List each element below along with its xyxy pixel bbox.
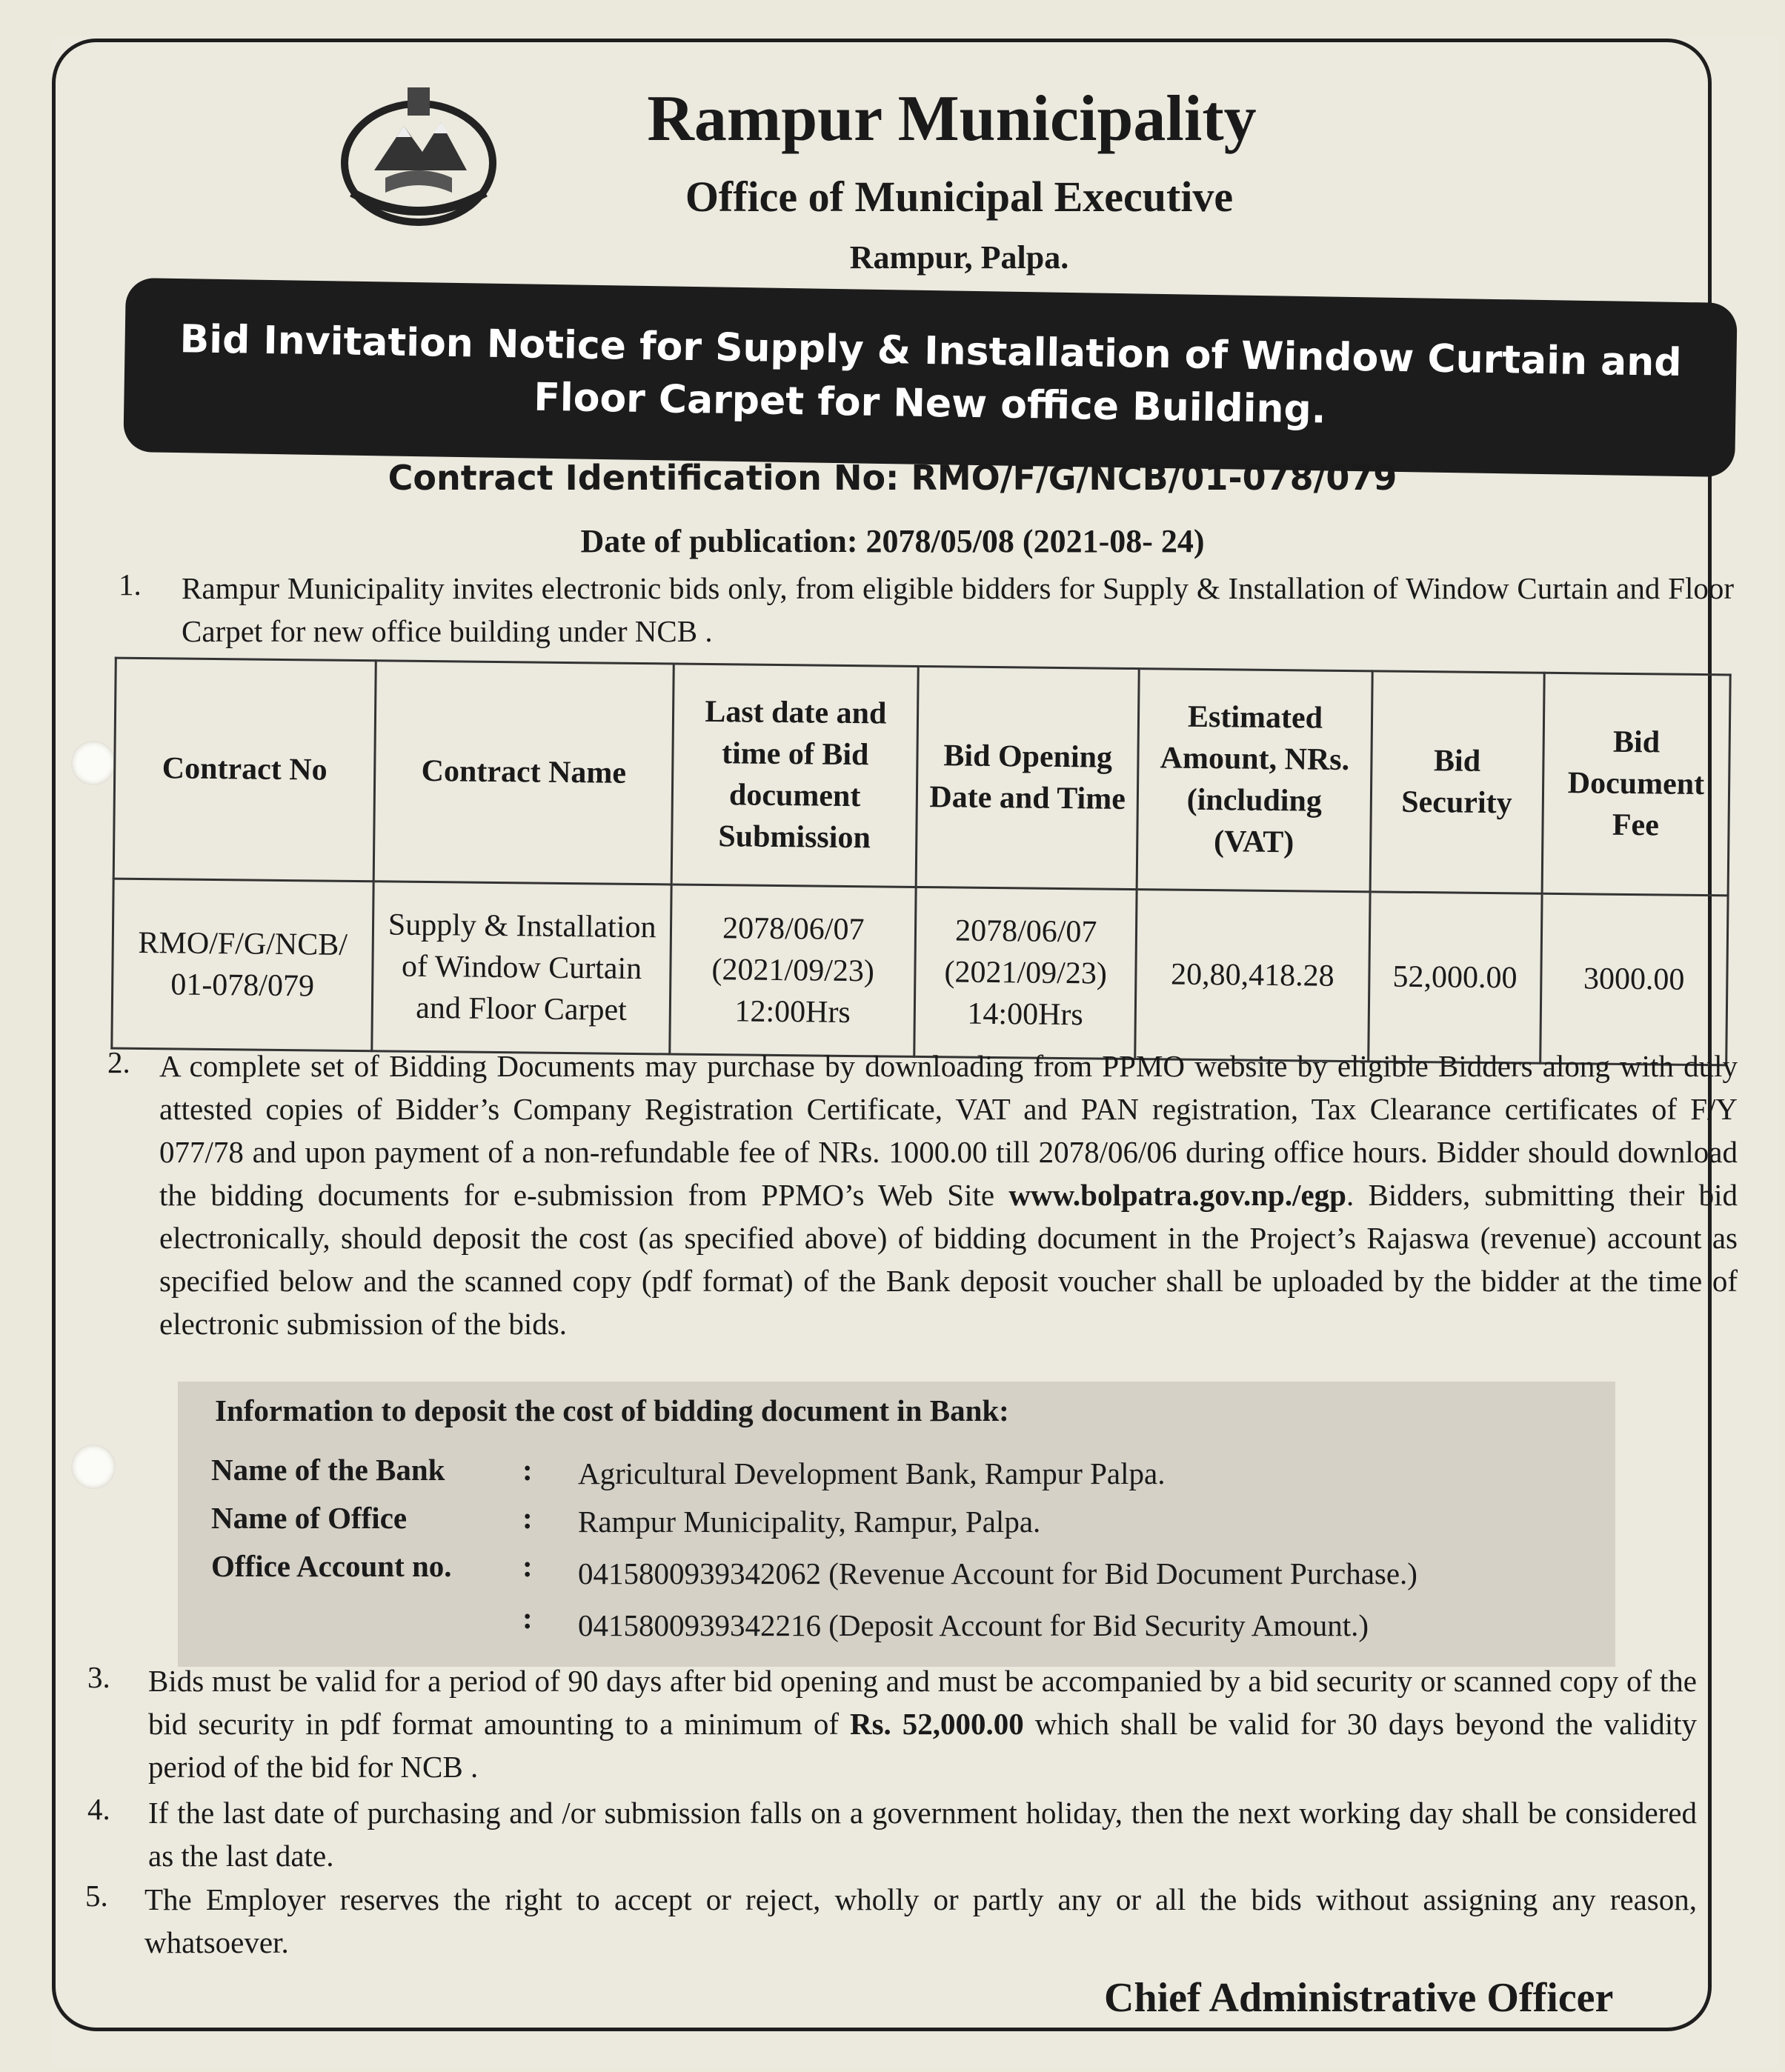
bid-table [110, 657, 1731, 1067]
bid-security-amount: Rs. 52,000.00 [849, 1707, 1024, 1741]
item-number: 4. [87, 1792, 110, 1826]
office-name-value: Rampur Municipality, Rampur, Palpa. [578, 1505, 1041, 1539]
cell-bid-security: 52,000.00 [1368, 892, 1541, 1064]
municipality-name: Rampur Municipality [647, 83, 1257, 155]
bank-name-value: Agricultural Development Bank, Rampur Palpa. [578, 1456, 1166, 1490]
item-3-text [148, 1659, 1697, 1788]
publication-date: Date of publication: 2078/05/08 (2021-08- 24) [580, 523, 1205, 559]
item-number: 2. [107, 1045, 130, 1079]
cell-opening-date: 2078/06/07 (2021/09/23) 14:00Hrs [914, 887, 1137, 1059]
item-2-text [159, 1045, 1738, 1345]
punch-hole-top [71, 741, 116, 785]
item-4-text: If the last date of purchasing and /or submission falls on a government holiday, then the next working day shall be considered as the last date. [148, 1796, 1697, 1873]
notice-title: Bid Invitation Notice for Supply & Installation of Window Curtain and Floor Carpet for New office Building. [179, 317, 1682, 432]
signature-title: Chief Administrative Officer [1104, 1975, 1614, 2021]
header-submission-date: Last date and time of Bid document Submission [672, 664, 919, 887]
header-document-fee: Bid Document Fee [1542, 673, 1730, 895]
item-2-text-a: A complete set of Bidding Documents may purchase by downloading from PPMO website by eligible Bidders along with duly attested copies of Bidder’s Company Registration Certificate, VAT and PAN registration, Tax Clearance certificates of F/Y 077/78 and upon payment of a non-refundable fee of NRs. 1000.00 till 2078/06/06 during office hours. Bidder should download the bidding documents for e-submission from PPMO’s Web Site [159, 1049, 1738, 1212]
deposit-account-value: 0415800939342216 (Deposit Account for Bid Security Amount.) [578, 1608, 1369, 1642]
ppmo-website-link: www.bolpatra.gov.np./egp [1008, 1178, 1346, 1212]
bank-info-title: Information to deposit the cost of bidding document in Bank: [215, 1393, 1009, 1428]
item-1-text: Rampur Municipality invites electronic bids only, from eligible bidders for Supply & Installation of Window Curtain and Floor Carpet for new office building under NCB . [182, 571, 1734, 648]
item-3-text-a: Bids must be valid for a period of 90 days after bid opening and must be accompanied by a bid security or scanned copy of the bid security in pdf format amounting to a minimum of [148, 1664, 1697, 1741]
item-3-text-b: which shall be valid for 30 days beyond the validity period of the bid for NCB . [148, 1707, 1697, 1784]
header-contract-no: Contract No [113, 658, 376, 881]
office-location: Rampur, Palpa. [849, 239, 1069, 276]
header-contract-name: Contract Name [373, 661, 674, 885]
cell-contract-name: Supply & Installation of Window Curtain and Floor Carpet [372, 882, 672, 1054]
item-5-text: The Employer reserves the right to accept or reject, wholly or partly any or all the bids without assigning any reason, whatsoever. [144, 1882, 1697, 1959]
table-row [112, 879, 1728, 1065]
header-estimated-amount: Estimated Amount, NRs. (including (VAT) [1137, 669, 1372, 892]
office-name: Office of Municipal Executive [685, 173, 1234, 221]
table-header-row [113, 658, 1730, 896]
item-2-text-b: . Bidders, submitting their bid electronically, should deposit the cost (as specified above) of bidding document in the Project’s Rajaswa (revenue) account as specified below and the scanned copy (pdf format) of the Bank deposit voucher shall be uploaded by the bidder at the time of electronic submission of the bids. [159, 1178, 1738, 1341]
notice-title-banner [123, 278, 1737, 477]
cell-estimated-amount: 20,80,418.28 [1135, 889, 1370, 1061]
item-number: 3. [87, 1660, 110, 1694]
header-opening-date: Bid Opening Date and Time [916, 666, 1139, 889]
cell-document-fee: 3000.00 [1540, 893, 1728, 1065]
colon: : [522, 1453, 533, 1487]
cell-contract-no: RMO/F/G/NCB/ 01-078/079 [112, 879, 373, 1051]
account-number-label: Office Account no. [211, 1549, 452, 1583]
bank-name-label: Name of the Bank [211, 1453, 445, 1487]
colon: : [522, 1601, 533, 1635]
header-bid-security: Bid Security [1370, 671, 1544, 893]
item-number: 5. [85, 1879, 108, 1913]
office-name-label: Name of Office [211, 1501, 408, 1535]
cell-submission-date: 2078/06/07 (2021/09/23) 12:00Hrs [670, 885, 916, 1057]
item-number: 1. [119, 567, 142, 602]
colon: : [522, 1501, 533, 1535]
punch-hole-bottom [71, 1445, 116, 1489]
contract-identification: Contract Identification No: RMO/F/G/NCB/01-078/079 [388, 458, 1397, 498]
colon: : [522, 1549, 533, 1583]
revenue-account-value: 0415800939342062 (Revenue Account for Bid Document Purchase.) [578, 1556, 1417, 1590]
